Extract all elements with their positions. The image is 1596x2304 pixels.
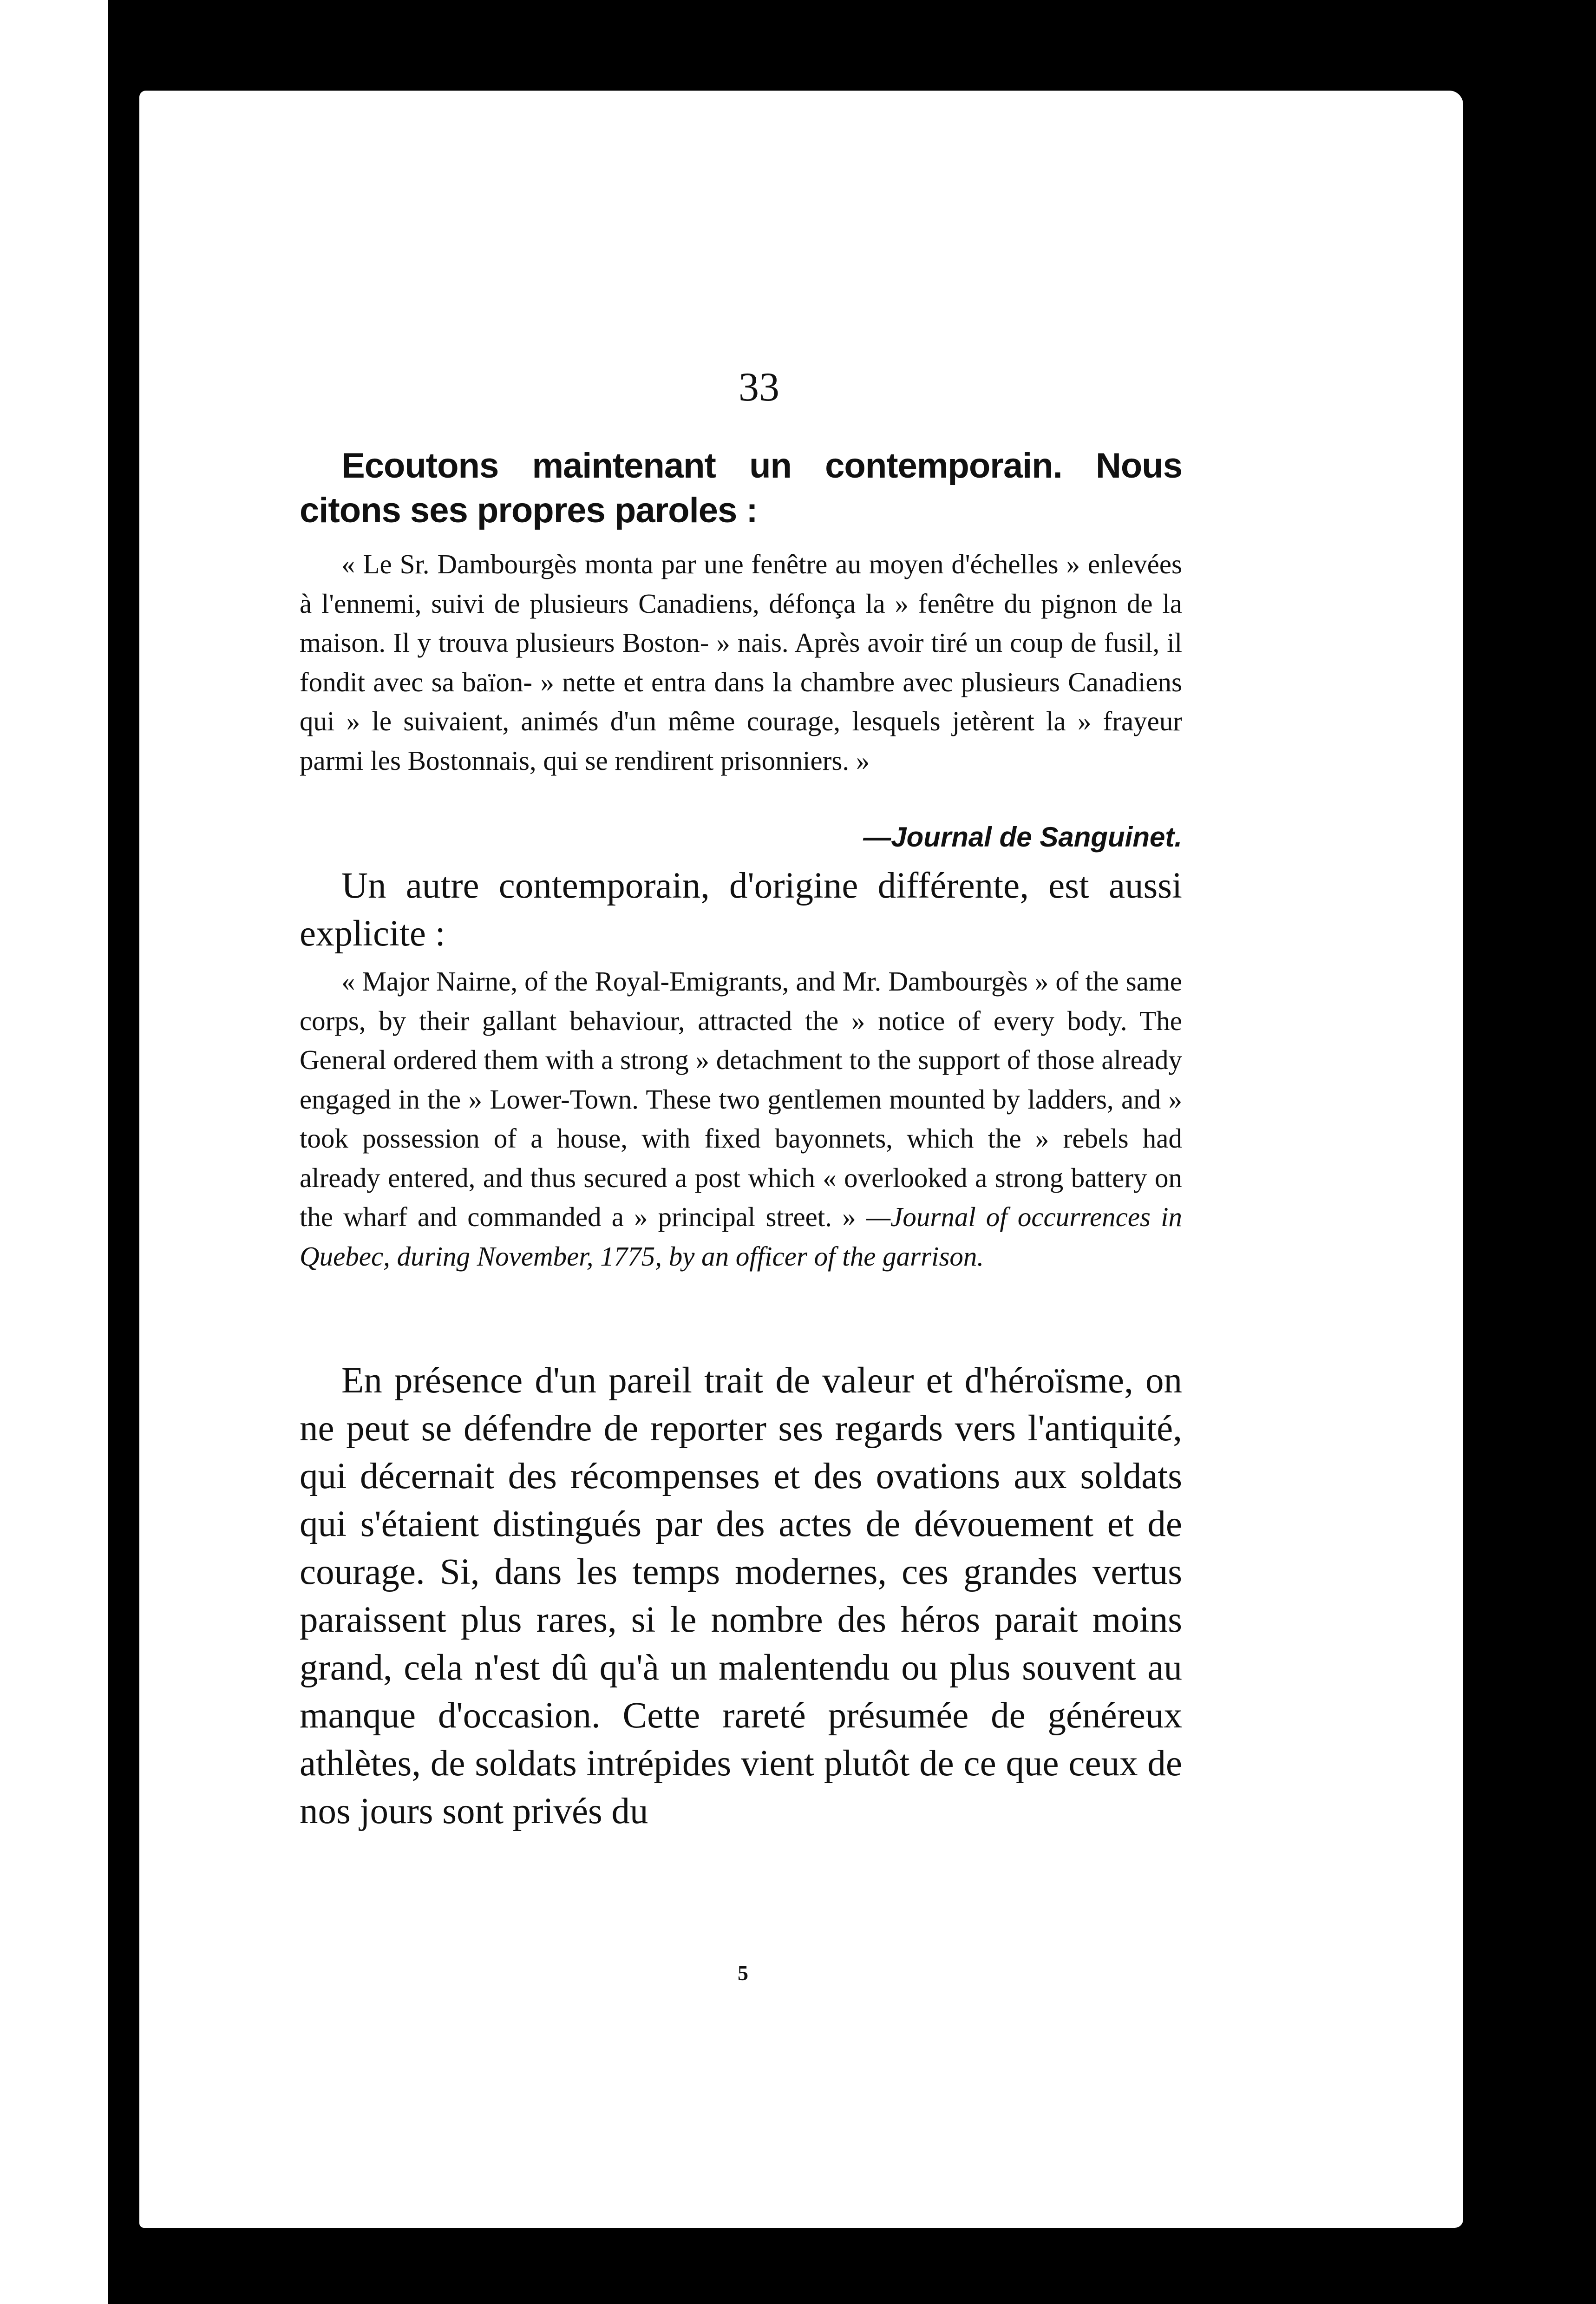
attribution-sanguinet: —Journal de Sanguinet. xyxy=(863,821,1182,853)
quote-garrison-text: « Major Nairne, of the Royal-Emigrants, and Mr. Dambourgès » of the same corps, by their gallant behaviour, attracted the » notice of every body. The General ordered them with a strong » detachment to the support of those already engaged in the » Lower-Town. These two gentlemen mounted by ladders, and » took possession of a house, with fixed bayonnets, which the » rebels had already entered, and thus secured a post which « overlooked a strong battery on the wharf and commanded a » principal street. » xyxy=(300,966,1182,1232)
page-number: 33 xyxy=(739,365,779,410)
scan-left-margin xyxy=(0,0,108,2304)
body-paragraph: En présence d'un pareil trait de valeur et d'héroïsme, on ne peut se défendre de reporter ses regards vers l'antiquité, qui décernait des récompenses et des ovations aux soldats qui s'étaient distingués par des actes de dévouement et de courage. Si, dans les temps modernes, ces grandes vertus paraissent plus rares, si le nombre des héros parait moins grand, cela n'est dû qu'à un malentendu ou plus souvent au manque d'occasion. Cette rareté présumée de généreux athlètes, de soldats intrépides vient plutôt de ce que ceux de nos jours sont privés du xyxy=(300,1360,1182,1831)
intro-paragraph: Ecoutons maintenant un contemporain. Nous citons ses propres paroles : xyxy=(300,446,1182,530)
attribution-garrison: —Journal of occurrences in Quebec, during November, 1775, by an officer of the garrison. xyxy=(300,1201,1182,1272)
quote-garrison-officer xyxy=(300,962,1182,1276)
signature-mark: 5 xyxy=(738,1961,748,1985)
second-intro-paragraph: Un autre contemporain, d'origine différente, est aussi explicite : xyxy=(300,866,1182,954)
quote-sanguinet: « Le Sr. Dambourgès monta par une fenêtre au moyen d'échelles » enlevées à l'ennemi, suivi de plusieurs Canadiens, défonça la » fenêtre du pignon de la maison. Il y trouva plusieurs Boston- » nais. Après avoir tiré un coup de fusil, il fondit avec sa baïon- » nette et entra dans la chambre avec plusieurs Canadiens qui » le suivaient, animés d'un même courage, lesquels jetèrent la » frayeur parmi les Bostonnais, qui se rendirent prisonniers. » xyxy=(300,549,1182,776)
